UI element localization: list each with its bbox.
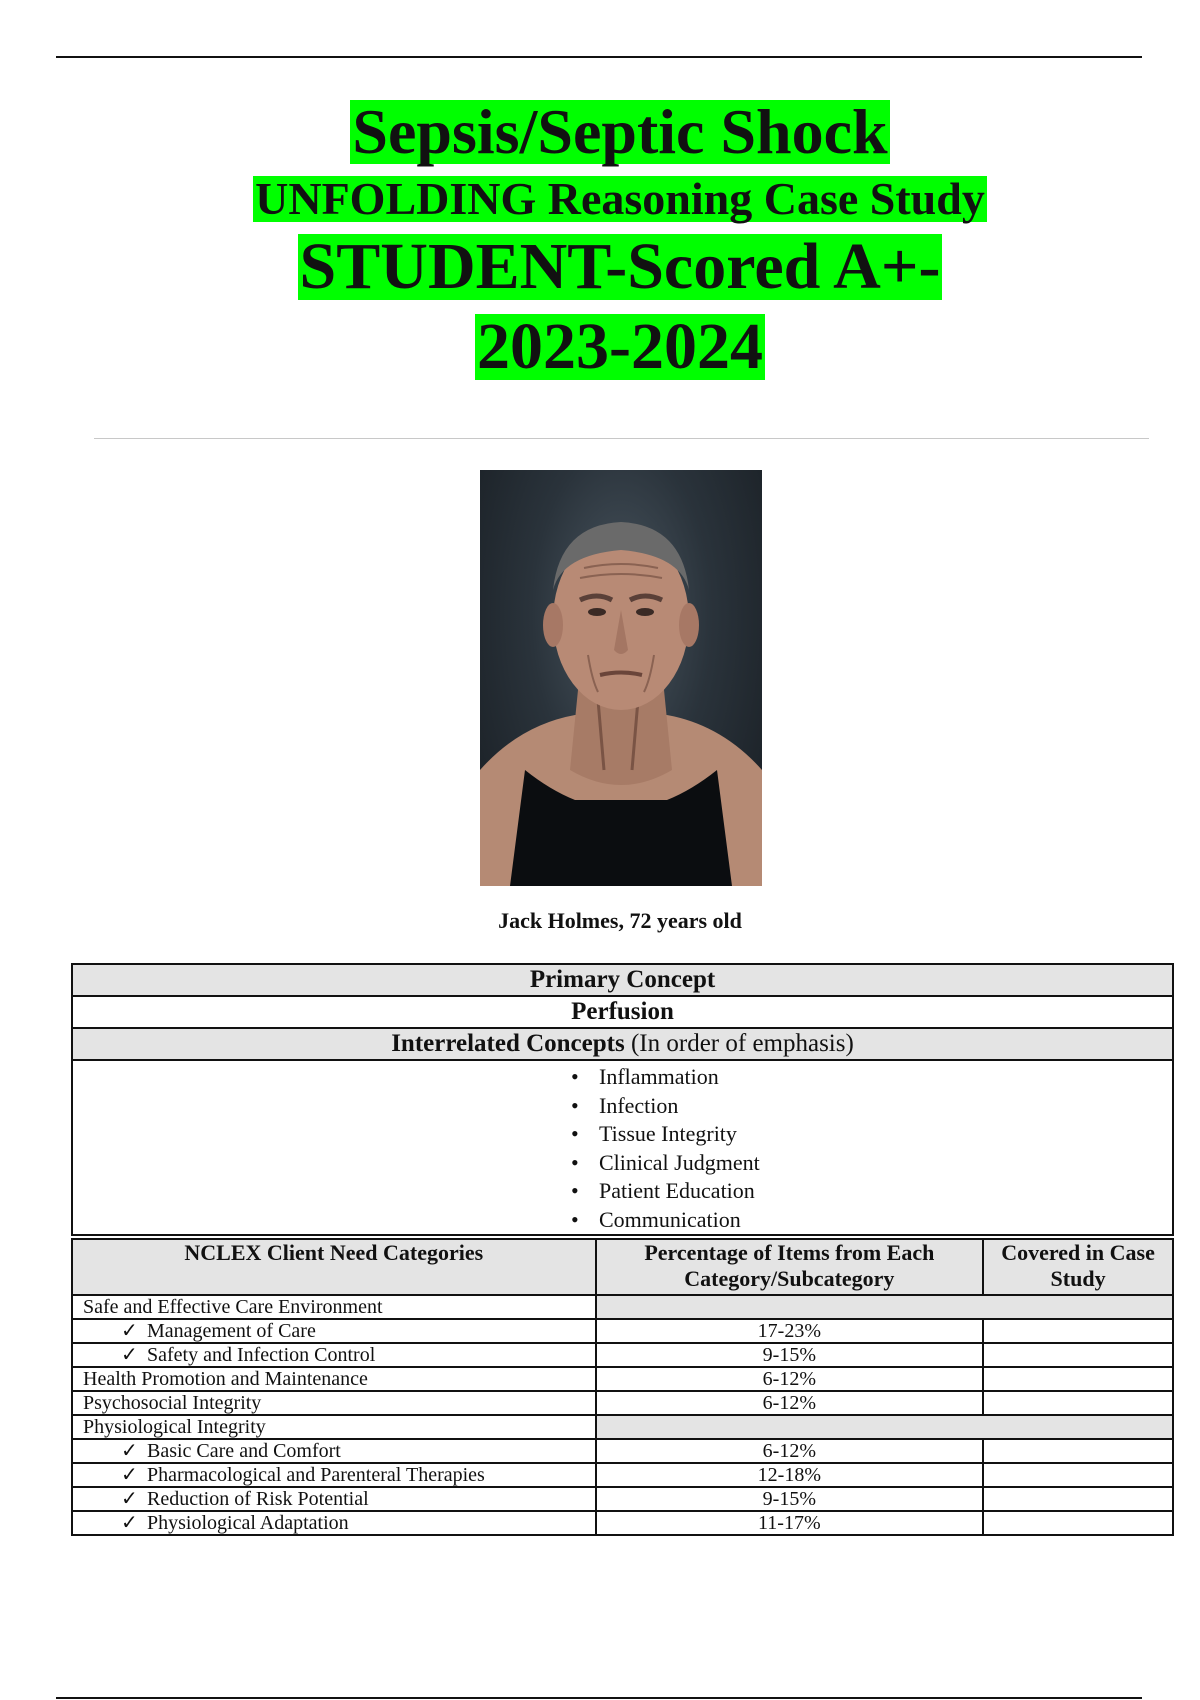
table-row [72, 1511, 1173, 1535]
interrelated-label: Interrelated Concepts [391, 1030, 625, 1057]
table-row [72, 1463, 1173, 1487]
interrelated-concepts-list [571, 1063, 811, 1234]
title-line-4: 2023-2024 [477, 310, 763, 383]
check-icon: ✓ [121, 1464, 138, 1486]
row-label: Psychosocial Integrity [72, 1391, 596, 1415]
list-item: • Infection [571, 1092, 811, 1121]
table-row [72, 1415, 1173, 1439]
nclex-header-covered: Covered in Case Study [983, 1239, 1173, 1295]
list-item: • Inflammation [571, 1063, 811, 1092]
title-line-2: UNFOLDING Reasoning Case Study [255, 173, 985, 224]
table-row [72, 1439, 1173, 1463]
row-label: Physiological Adaptation [147, 1512, 349, 1534]
row-value: 6-12% [596, 1367, 984, 1391]
row-covered [983, 1439, 1173, 1463]
check-icon: ✓ [121, 1488, 138, 1510]
row-value [596, 1295, 1173, 1319]
check-icon: ✓ [121, 1320, 138, 1342]
row-covered [983, 1367, 1173, 1391]
bottom-rule [56, 1697, 1142, 1699]
patient-photo [480, 470, 762, 886]
row-label: Health Promotion and Maintenance [72, 1367, 596, 1391]
row-label: Safety and Infection Control [147, 1344, 376, 1366]
row-covered [983, 1391, 1173, 1415]
primary-concept-label: Primary Concept [72, 964, 1173, 996]
list-item: • Tissue Integrity [571, 1120, 811, 1149]
primary-concept-value: Perfusion [72, 996, 1173, 1028]
nclex-header-row [72, 1239, 1173, 1295]
row-value: 9-15% [596, 1487, 984, 1511]
row-covered [983, 1511, 1173, 1535]
table-row [72, 1487, 1173, 1511]
check-icon: ✓ [121, 1440, 138, 1462]
row-label: Basic Care and Comfort [147, 1440, 341, 1462]
photo-caption: Jack Holmes, 72 years old [498, 908, 742, 933]
row-label: Management of Care [147, 1320, 316, 1342]
row-label-cell [72, 1319, 596, 1343]
interrelated-concepts-cell [72, 1060, 1173, 1235]
list-item: • Patient Education [571, 1177, 811, 1206]
nclex-table [71, 1238, 1174, 1536]
nclex-header-percentage: Percentage of Items from Each Category/Subcategory [596, 1239, 984, 1295]
list-item: • Clinical Judgment [571, 1149, 811, 1178]
row-covered [983, 1319, 1173, 1343]
row-value: 6-12% [596, 1439, 984, 1463]
row-value: 9-15% [596, 1343, 984, 1367]
row-label-cell [72, 1343, 596, 1367]
top-rule [56, 56, 1142, 58]
row-label: Physiological Integrity [72, 1415, 596, 1439]
interrelated-note: (In order of emphasis) [630, 1030, 854, 1057]
row-label: Reduction of Risk Potential [147, 1488, 369, 1510]
row-label-cell [72, 1463, 596, 1487]
list-item: • Communication [571, 1206, 811, 1235]
row-label-cell [72, 1511, 596, 1535]
row-value: 11-17% [596, 1511, 984, 1535]
interrelated-concepts-header [72, 1028, 1173, 1060]
row-label-cell [72, 1439, 596, 1463]
row-value: 17-23% [596, 1319, 984, 1343]
row-value: 12-18% [596, 1463, 984, 1487]
table-row [72, 1343, 1173, 1367]
row-label: Safe and Effective Care Environment [72, 1295, 596, 1319]
table-row [72, 1367, 1173, 1391]
row-covered [983, 1343, 1173, 1367]
row-covered [983, 1487, 1173, 1511]
check-icon: ✓ [121, 1512, 138, 1534]
title-line-1: Sepsis/Septic Shock [352, 96, 888, 167]
row-value: 6-12% [596, 1391, 984, 1415]
check-icon: ✓ [121, 1344, 138, 1366]
nclex-header-categories: NCLEX Client Need Categories [72, 1239, 596, 1295]
row-label: Pharmacological and Parenteral Therapies [147, 1464, 485, 1486]
row-label-cell [72, 1487, 596, 1511]
row-value [596, 1415, 1173, 1439]
table-row [72, 1319, 1173, 1343]
concepts-table [71, 963, 1174, 1236]
table-row [72, 1391, 1173, 1415]
row-covered [983, 1463, 1173, 1487]
table-row [72, 1295, 1173, 1319]
title-divider [94, 438, 1149, 439]
document-title [0, 96, 1200, 383]
title-line-3: STUDENT-Scored A+- [299, 230, 941, 303]
